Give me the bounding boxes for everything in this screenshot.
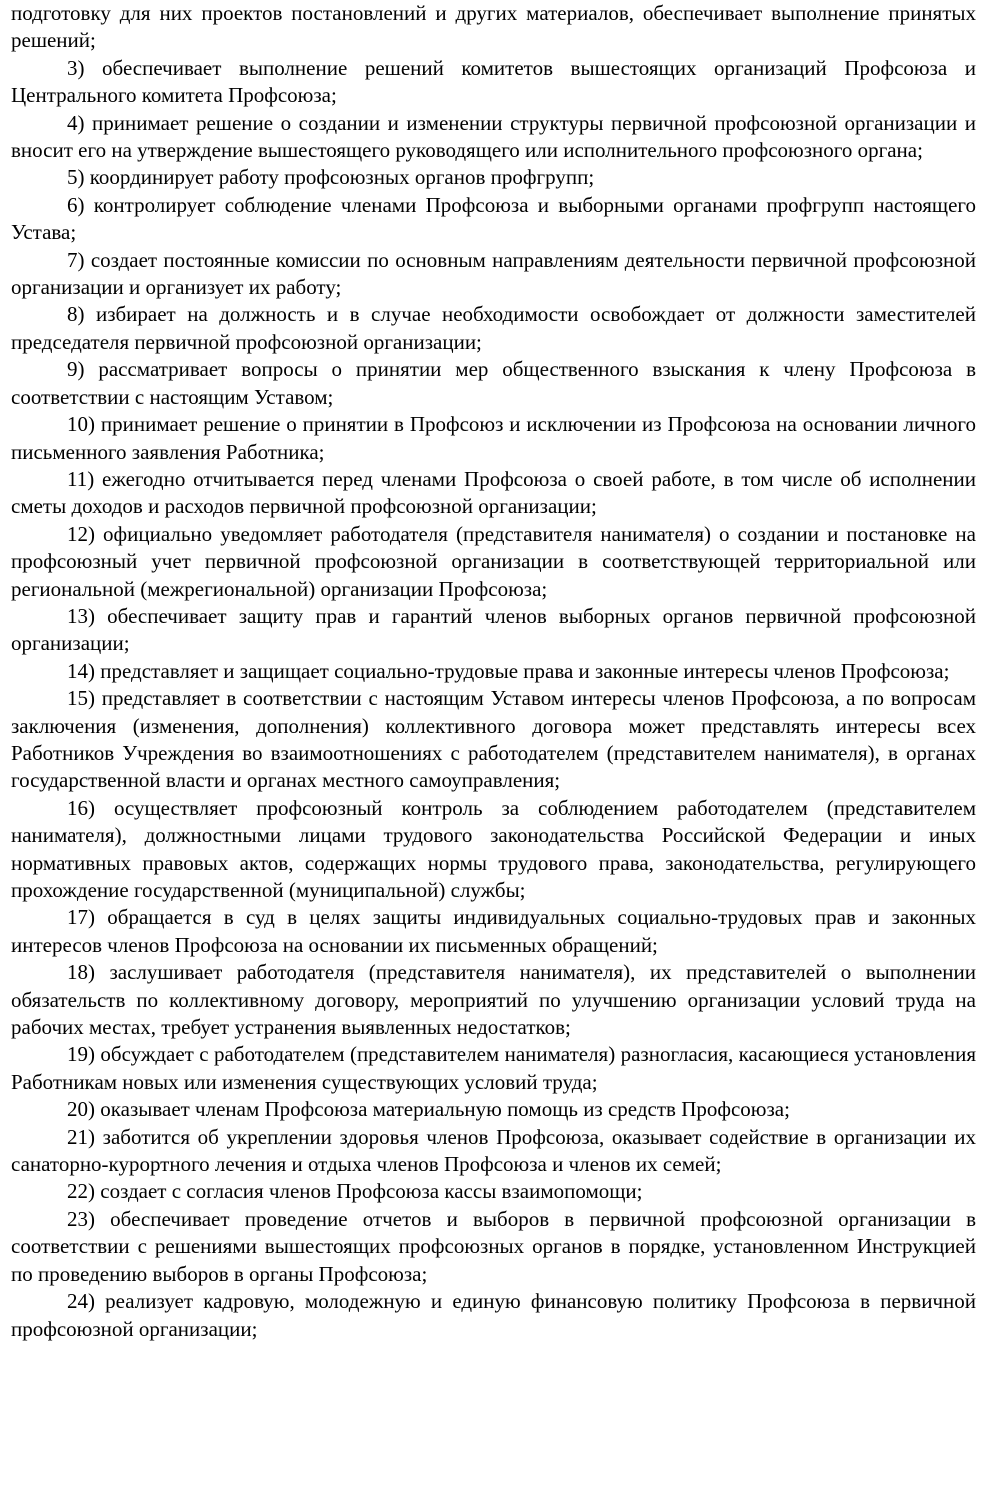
list-item-4: 4) принимает решение о создании и изменении структуры первичной профсоюзной организации и вносит его на утверждение вышестоящего руководящего или исполнительного профсоюзного органа; [11,110,976,163]
list-item-21: 21) заботится об укреплении здоровья членов Профсоюза, оказывает содействие в организации их санаторно-курортного лечения и отдыха членов Профсоюза и членов их семей; [11,1124,976,1177]
list-item-19: 19) обсуждает с работодателем (представителем нанимателя) разногласия, касающиеся установления Работникам новых или изменения существующих условий труда; [11,1042,976,1094]
paragraph-continuation: подготовку для них проектов постановлений и других материалов, обеспечивает выполнение принятых решений; [11,1,976,53]
list-item-5: 5) координирует работу профсоюзных органов профгрупп; [67,165,595,190]
document-page [11,0,976,1343]
list-item-18: 18) заслушивает работодателя (представителя нанимателя), их представителей о выполнении обязательств по коллективному договору, мероприятий по улучшению организации условий труда на рабочих местах, требует устранения выявленных недостатков; [11,960,976,1040]
list-item-15: 15) представляет в соответствии с настоящим Уставом интересы членов Профсоюза, а по вопросам заключения (изменения, дополнения) коллективного договора может представлять интересы всех Работников Учреждения во взаимоотношениях с работодателем (представителем нанимателя), в органах государственной власти и органах местного самоуправления; [11,686,976,793]
list-item-17: 17) обращается в суд в целях защиты индивидуальных социально-трудовых прав и законных интересов членов Профсоюза на основании их письменных обращений; [11,905,976,957]
list-item-22: 22) создает с согласия членов Профсоюза кассы взаимопомощи; [67,1179,643,1204]
list-item-16: 16) осуществляет профсоюзный контроль за соблюдением работодателем (представителем нанимателя), должностными лицами трудового законодательства Российской Федерации и иных нормативных правовых актов, содержащих нормы трудового права, законодательства, регулирующего прохождение государственной (муниципальной) службы; [11,795,976,902]
list-item-3: 3) обеспечивает выполнение решений комитетов вышестоящих организаций Профсоюза и Центрального комитета Профсоюза; [11,55,976,108]
list-item-13: 13) обеспечивает защиту прав и гарантий членов выборных органов первичной профсоюзной организации; [11,603,976,656]
list-item-7: 7) создает постоянные комиссии по основным направлениям деятельности первичной профсоюзной организации и организует их работу; [11,247,976,300]
list-item-11: 11) ежегодно отчитывается перед членами Профсоюза о своей работе, в том числе об исполнении сметы доходов и расходов первичной профсоюзной организации; [11,466,976,519]
list-item-24: 24) реализует кадровую, молодежную и единую финансовую политику Профсоюза в первичной профсоюзной организации; [11,1289,976,1341]
list-item-8: 8) избирает на должность и в случае необходимости освобождает от должности заместителей председателя первичной профсоюзной организации; [11,302,976,354]
list-item-14: 14) представляет и защищает социально-трудовые права и законные интересы членов Профсоюза; [67,658,950,683]
list-item-10: 10) принимает решение о принятии в Профсоюз и исключении из Профсоюза на основании личного письменного заявления Работника; [11,412,976,464]
list-item-20: 20) оказывает членам Профсоюза материальную помощь из средств Профсоюза; [67,1097,790,1122]
list-item-6: 6) контролирует соблюдение членами Профсоюза и выборными органами профгрупп настоящего Устава; [11,192,976,245]
list-item-9: 9) рассматривает вопросы о принятии мер общественного взыскания к члену Профсоюза в соответствии с настоящим Уставом; [11,357,976,409]
list-item-12: 12) официально уведомляет работодателя (представителя нанимателя) о создании и постановке на профсоюзный учет первичной профсоюзной организации в соответствующей территориальной или региональной (межрегиональной) организации Профсоюза; [11,521,976,601]
list-item-23: 23) обеспечивает проведение отчетов и выборов в первичной профсоюзной организации в соответствии с решениями вышестоящих профсоюзных органов в порядке, установленном Инструкцией по проведению выборов в органы Профсоюза; [11,1206,976,1286]
